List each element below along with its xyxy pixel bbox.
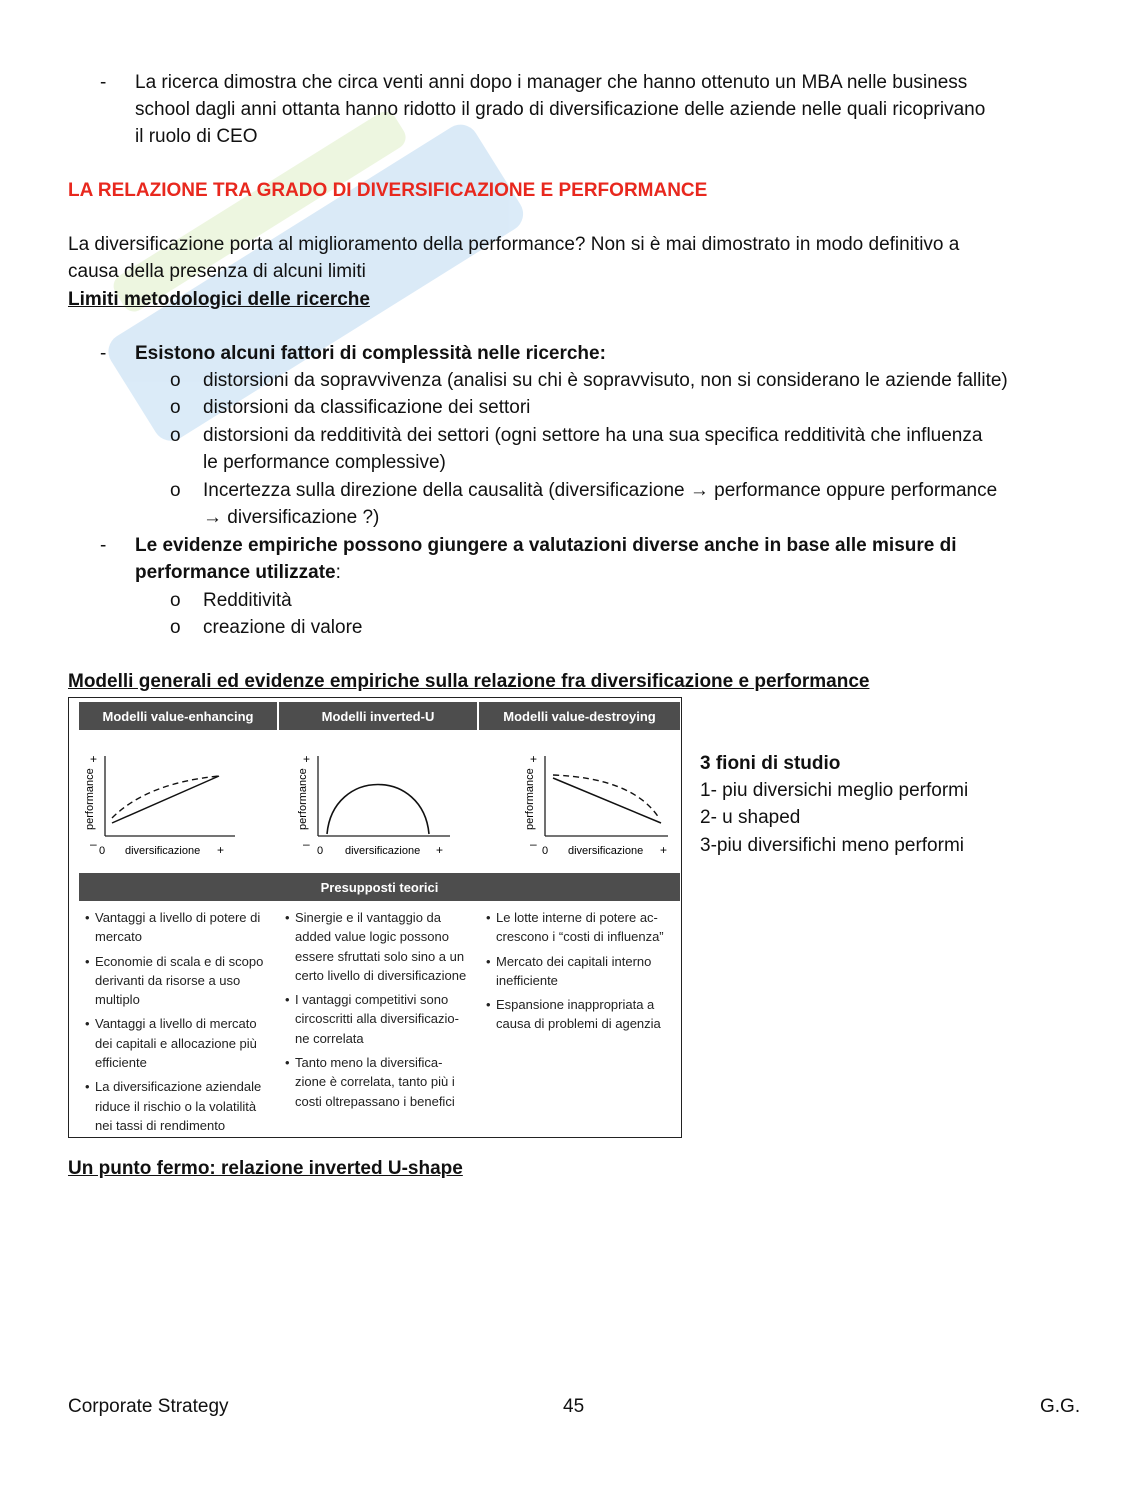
notes-line: 1- piu diversichi meglio performi	[700, 780, 969, 801]
assumption-item	[85, 1014, 275, 1072]
y-minus: –	[303, 837, 310, 851]
list-item-2-bold: performance utilizzate	[135, 562, 336, 583]
assumption-line: Le lotte interne di potere ac-	[496, 910, 658, 925]
x-plus: +	[217, 843, 225, 857]
assumption-line: I vantaggi competitivi sono	[295, 992, 449, 1008]
assumption-line: added value logic possono	[295, 929, 449, 945]
sub-item: Incertezza sulla direzione della causalità (diversificazione → performance oppure performance	[203, 480, 998, 501]
sub-item: distorsioni da sopravvivenza (analisi su chi è sopravvisuto, non si considerano le aziende fallite)	[203, 370, 1008, 391]
assumption-item	[486, 995, 678, 1034]
column-inverted-u	[285, 908, 477, 1116]
x-zero: 0	[99, 845, 106, 857]
assumption-line: certo livello di diversificazione	[295, 967, 467, 983]
assumption-item	[85, 908, 275, 947]
assumption-item	[486, 908, 678, 947]
sub-item: Redditività	[203, 590, 292, 611]
line-diversification-performance	[553, 778, 661, 823]
models-heading: Modelli generali ed evidenze empiriche sulla relazione fra diversificazione e performance	[68, 671, 870, 692]
section-title: LA RELAZIONE TRA GRADO DI DIVERSIFICAZIONE E PERFORMANCE	[68, 180, 708, 201]
bullet-dot: •	[285, 1055, 290, 1071]
y-axis-label: performance	[84, 768, 96, 830]
list-item-2-colon: :	[335, 562, 341, 583]
list-dash-1: -	[100, 343, 107, 364]
page-number: 45	[563, 1396, 585, 1417]
dashed-curve	[553, 775, 659, 818]
assumption-line: Tanto meno la diversifica-	[295, 1055, 443, 1071]
x-zero: 0	[542, 845, 549, 857]
x-axis-label: diversificazione	[345, 845, 421, 857]
assumption-line: efficiente	[95, 1055, 147, 1071]
notes-line: 2- u shaped	[700, 807, 801, 828]
limits-heading: Limiti metodologici delle ricerche	[68, 289, 370, 310]
assumption-line: derivanti da risorse a uso	[95, 972, 241, 988]
bullet-dot: •	[85, 953, 90, 969]
y-axis-label: performance	[524, 768, 536, 830]
assumption-line: costi oltrepassano i benefici	[295, 1093, 455, 1109]
assumption-line: Vantaggi a livello di mercato	[95, 1016, 257, 1032]
list-item-2-line-1: Le evidenze empiriche possono giungere a valutazioni diverse anche in base alle misure di	[135, 535, 957, 556]
assumption-line: circoscritti alla diversificazio-	[295, 1011, 459, 1027]
plot-inverted-u	[297, 748, 487, 863]
y-plus: +	[303, 752, 311, 766]
fixed-point-heading: Un punto fermo: relazione inverted U-shape	[68, 1158, 463, 1179]
bullet-dot: •	[85, 910, 90, 925]
y-minus: –	[90, 837, 97, 851]
plot-value-enhancing	[77, 748, 267, 863]
inverted-u-curve	[327, 785, 429, 835]
assumption-line: nei tassi di rendimento	[95, 1117, 226, 1133]
bullet-dot: •	[486, 997, 491, 1013]
sub-item-cont: → diversificazione ?)	[203, 507, 380, 528]
intro-line-2: school dagli anni ottanta hanno ridotto il grado di diversificazione delle aziende nelle quali ricoprivano	[135, 99, 986, 120]
assumption-line: multiplo	[95, 992, 140, 1008]
assumption-line: Vantaggi a livello di potere di	[95, 910, 261, 925]
bullet-dot: •	[486, 953, 491, 969]
band-presupposti-teorici: Presupposti teorici	[79, 873, 680, 901]
x-axis-label: diversificazione	[125, 845, 201, 857]
assumption-line: La diversificazione aziendale	[95, 1079, 262, 1095]
bullet-dot: •	[285, 992, 290, 1008]
sub-bullet: o	[170, 590, 181, 611]
assumption-line: mercato	[95, 929, 142, 945]
paragraph-line-1: La diversificazione porta al miglioramento della performance? Non si è mai dimostrato in modo definitivo a	[68, 234, 960, 255]
y-plus: +	[530, 752, 538, 766]
assumption-item	[285, 990, 477, 1048]
paragraph-line-2: causa della presenza di alcuni limiti	[68, 261, 366, 282]
list-dash-2: -	[100, 535, 107, 556]
assumption-line: zione è correlata, tanto più i	[295, 1074, 455, 1090]
header-inverted-u: Modelli inverted-U	[279, 702, 477, 730]
y-axis-label: performance	[297, 768, 309, 830]
assumption-line: Economie di scala e di scopo	[95, 953, 264, 969]
assumption-line: dei capitali e allocazione più	[95, 1035, 257, 1051]
assumption-item	[486, 952, 678, 991]
assumption-line: riduce il rischio o la volatilità	[95, 1098, 257, 1114]
notes-line: 3-piu diversifichi meno performi	[700, 835, 964, 856]
x-zero: 0	[317, 845, 324, 857]
intro-line-3: il ruolo di CEO	[135, 126, 258, 147]
assumption-item	[285, 1053, 477, 1111]
header-value-enhancing: Modelli value-enhancing	[79, 702, 277, 730]
line-diversification-performance	[112, 776, 219, 823]
sub-item: distorsioni da redditività dei settori (ogni settore ha una sua specifica redditività che influenza	[203, 425, 983, 446]
sub-item-cont: le performance complessive)	[203, 452, 446, 473]
sub-bullet: o	[170, 370, 181, 391]
x-plus: +	[660, 843, 668, 857]
intro-dash: -	[100, 72, 107, 93]
sub-bullet: o	[170, 397, 181, 418]
sub-item: distorsioni da classificazione dei settori	[203, 397, 531, 418]
sub-bullet: o	[170, 480, 181, 501]
assumption-line: ne correlata	[295, 1030, 364, 1046]
models-figure	[68, 697, 682, 1138]
column-value-destroying	[486, 908, 678, 1039]
assumption-line: inefficiente	[496, 972, 558, 988]
assumption-line: essere sfruttati solo sino a un	[295, 948, 465, 964]
y-plus: +	[90, 752, 98, 766]
x-axis-label: diversificazione	[568, 845, 644, 857]
footer-left: Corporate Strategy	[68, 1396, 229, 1417]
footer-right: G.G.	[1040, 1396, 1081, 1417]
assumption-item	[85, 952, 275, 1010]
assumption-line: crescono i “costi di influenza”	[496, 929, 664, 945]
notes-title: 3 fioni di studio	[700, 753, 841, 774]
list-item-2-line-2	[135, 559, 341, 587]
column-value-enhancing	[85, 908, 275, 1140]
header-value-destroying: Modelli value-destroying	[479, 702, 680, 730]
assumption-item	[285, 908, 477, 985]
bullet-dot: •	[85, 1016, 90, 1032]
sub-bullet: o	[170, 617, 181, 638]
assumption-line: causa di problemi di agenzia	[496, 1016, 661, 1032]
bullet-dot: •	[85, 1079, 90, 1095]
x-plus: +	[436, 843, 444, 857]
assumption-line: Espansione inappropriata a	[496, 997, 655, 1013]
bullet-dot: •	[486, 910, 491, 925]
intro-line-1: La ricerca dimostra che circa venti anni dopo i manager che hanno ottenuto un MBA nelle business	[135, 72, 968, 93]
assumption-item	[85, 1077, 275, 1135]
sub-item: creazione di valore	[203, 617, 363, 638]
assumption-line: Sinergie e il vantaggio da	[295, 910, 441, 925]
list-item-1: Esistono alcuni fattori di complessità nelle ricerche:	[135, 343, 606, 364]
assumption-line: Mercato dei capitali interno	[496, 953, 652, 969]
plot-value-destroying	[523, 748, 683, 863]
bullet-dot: •	[285, 910, 290, 925]
y-minus: –	[530, 837, 537, 851]
sub-bullet: o	[170, 425, 181, 446]
